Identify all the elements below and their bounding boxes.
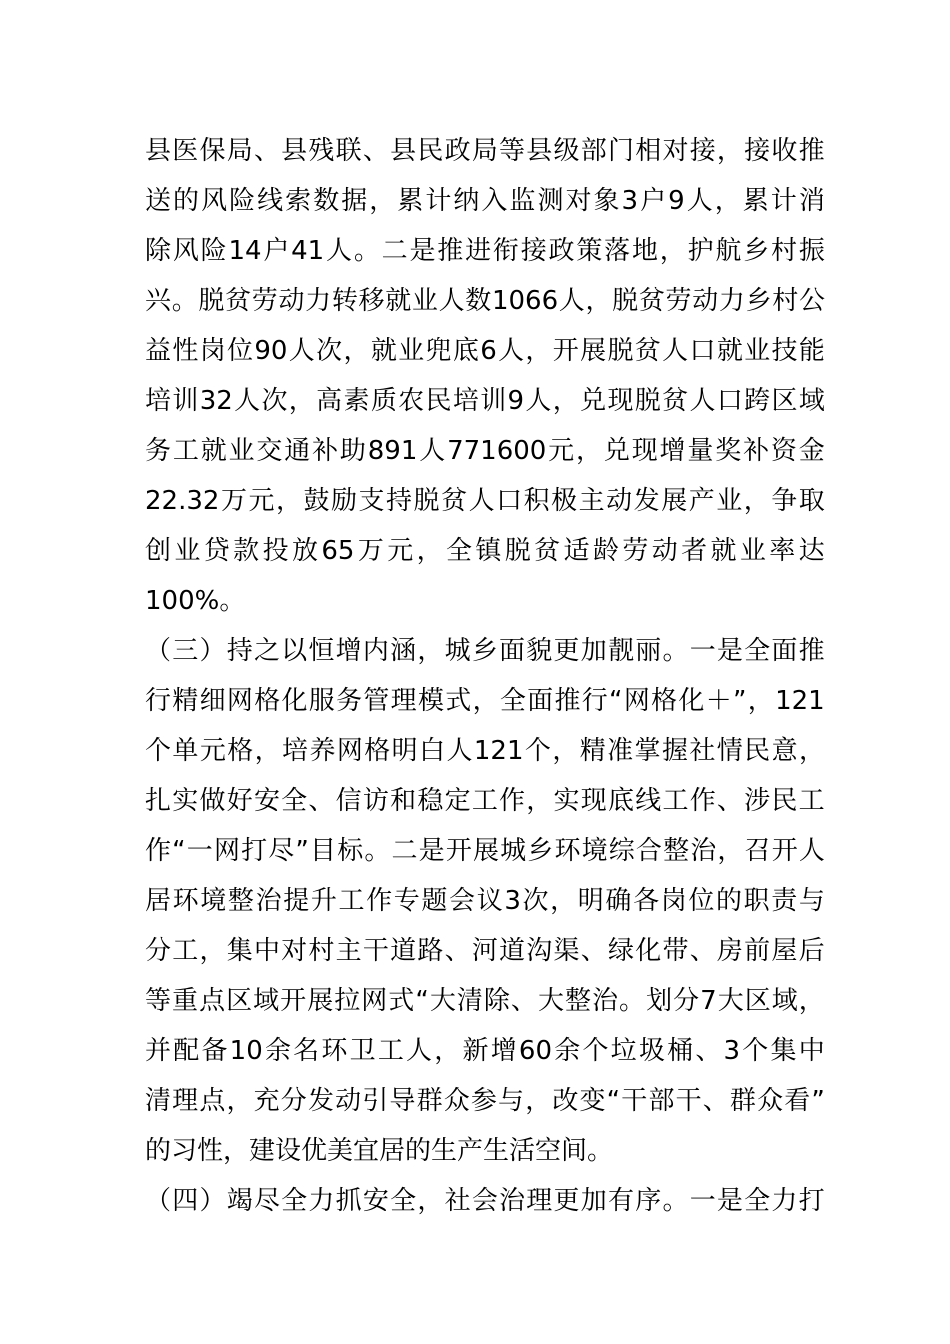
text-line: 创 业 贷 款 投 放 65 万 元 ， 全 镇 脱 贫 适 龄 劳 动 者 就 业 率 达 xyxy=(145,536,825,566)
text-line: 兴 。 脱 贫 劳 动 力 转 移 就 业 人 数 1066 人 ， 脱 贫 劳 动 力 乡 村 公 xyxy=(145,286,825,316)
text-line: 等 重 点 区 域 开 展 拉 网 式 “ 大 清 除 、 大 整 治 。 划 分 7 大 区 域 ， xyxy=(145,986,825,1016)
text-line: （ 三 ） 持 之 以 恒 增 内 涵 ， 城 乡 面 貌 更 加 靓 丽 。 一 是 全 面 推 xyxy=(145,636,825,666)
text-line: 居 环 境 整 治 提 升 工 作 专 题 会 议 3 次 ， 明 确 各 岗 位 的 职 责 与 xyxy=(145,886,825,916)
text-line: 的习性，建设优美宜居的生产生活空间。 xyxy=(145,1136,614,1166)
text-line: 培 训 32 人 次 ， 高 素 质 农 民 培 训 9 人 ， 兑 现 脱 贫 人 口 跨 区 域 xyxy=(145,386,825,416)
text-line: 分 工 ， 集 中 对 村 主 干 道 路 、 河 道 沟 渠 、 绿 化 带 、 房 前 屋 后 xyxy=(145,936,825,966)
text-line: 100%。 xyxy=(145,586,246,616)
text-line: 22.32 万 元 ， 鼓 励 支 持 脱 贫 人 口 积 极 主 动 发 展 产 业 ， 争 取 xyxy=(145,486,825,516)
text-line: 扎 实 做 好 安 全 、 信 访 和 稳 定 工 作 ， 实 现 底 线 工 作 、 涉 民 工 xyxy=(145,786,825,816)
text-line: 益 性 岗 位 90 人 次 ， 就 业 兜 底 6 人 ， 开 展 脱 贫 人 口 就 业 技 能 xyxy=(145,336,825,366)
text-line: 作 “ 一 网 打 尽 ” 目 标 。 二 是 开 展 城 乡 环 境 综 合 整 治 ， 召 开 人 xyxy=(145,836,825,866)
body-text xyxy=(145,126,825,1226)
text-line: 送 的 风 险 线 索 数 据 ， 累 计 纳 入 监 测 对 象 3 户 9 人 ， 累 计 消 xyxy=(145,186,825,216)
text-line: 务 工 就 业 交 通 补 助 891 人 771600 元 ， 兑 现 增 量 奖 补 资 金 xyxy=(145,436,825,466)
text-line: 除 风 险 14 户 41 人 。 二 是 推 进 衔 接 政 策 落 地 ， 护 航 乡 村 振 xyxy=(145,236,825,266)
text-line: 个 单 元 格 ， 培 养 网 格 明 白 人 121 个 ， 精 准 掌 握 社 情 民 意 ， xyxy=(145,736,825,766)
text-line: 清 理 点 ， 充 分 发 动 引 导 群 众 参 与 ， 改 变 “ 干 部 干 、 群 众 看 ” xyxy=(145,1086,825,1116)
text-line: 县 医 保 局 、 县 残 联 、 县 民 政 局 等 县 级 部 门 相 对 接 ， 接 收 推 xyxy=(145,136,825,166)
text-line: （ 四 ） 竭 尽 全 力 抓 安 全 ， 社 会 治 理 更 加 有 序 。 一 是 全 力 打 xyxy=(145,1186,825,1216)
text-line: 行 精 细 网 格 化 服 务 管 理 模 式 ， 全 面 推 行 “ 网 格 化 ＋ ” ， 121 xyxy=(145,686,825,716)
text-line: 并 配 备 10 余 名 环 卫 工 人 ， 新 增 60 余 个 垃 圾 桶 、 3 个 集 中 xyxy=(145,1036,825,1066)
